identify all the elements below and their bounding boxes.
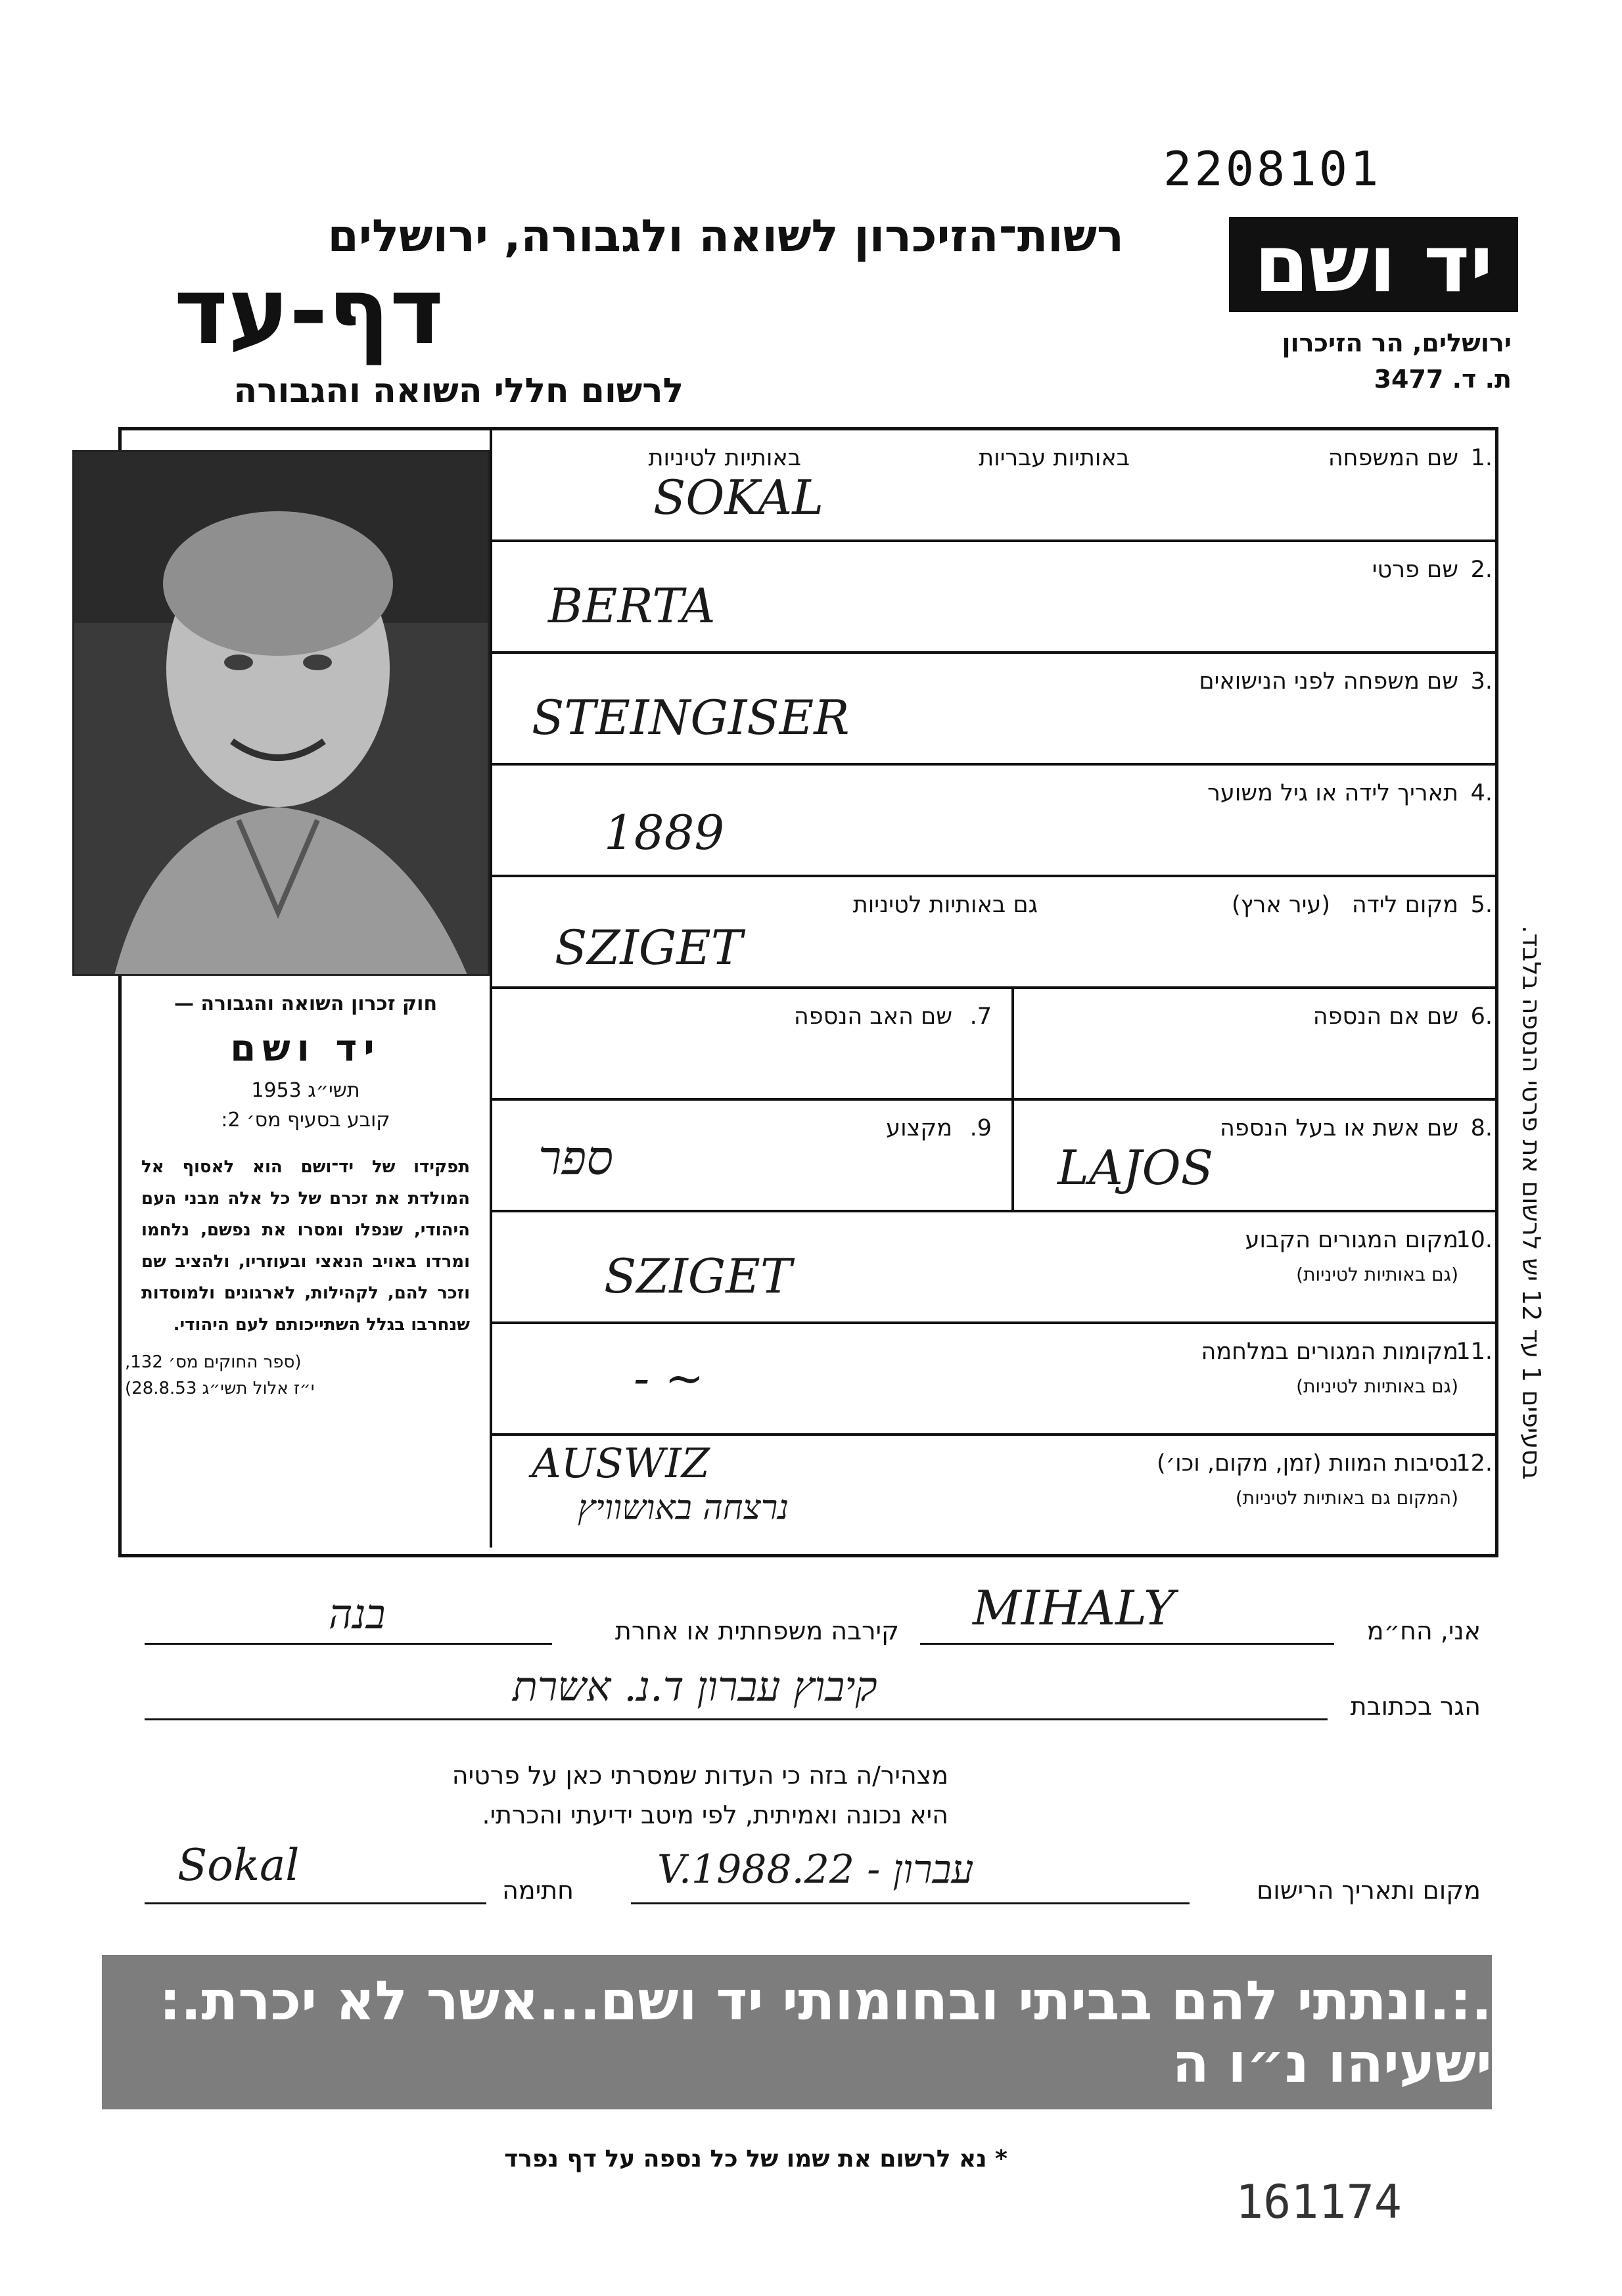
- authority-name: רשות־הזיכרון לשואה ולגבורה, ירושלים: [327, 210, 1124, 262]
- field-note: (המקום גם באותיות לטיניות): [1235, 1487, 1458, 1509]
- document-number: 2208101: [1163, 141, 1381, 196]
- address-value[interactable]: קיבוץ עברון ד.נ. אשרת: [513, 1663, 877, 1711]
- declarant-name-value[interactable]: MIHALY: [973, 1580, 1175, 1636]
- field-label: מקום המגורים הקבוע: [1245, 1227, 1458, 1253]
- field-number: 2.: [1470, 557, 1493, 583]
- address-line: [145, 1718, 1328, 1720]
- first-name-value[interactable]: BERTA: [548, 578, 716, 633]
- field-label: שם משפחה לפני הנישואים: [1199, 668, 1458, 695]
- signature-label: חתימה: [502, 1876, 574, 1905]
- declarant-label: אני, הח״מ: [1366, 1617, 1481, 1645]
- address-label: הגר בכתובת: [1350, 1692, 1481, 1721]
- victim-photo: [72, 450, 490, 976]
- field-maiden-name: [492, 654, 1498, 766]
- field-sublabel-hebrew: באותיות עבריות: [979, 445, 1130, 471]
- field-number: 3.: [1470, 668, 1493, 695]
- field-number: 9.: [969, 1115, 992, 1141]
- law-heading: חוק זכרון השואה והגבורה —: [174, 992, 438, 1015]
- family-name-value[interactable]: SOKAL: [653, 470, 824, 525]
- column-divider: [1011, 1101, 1014, 1210]
- field-note: (גם באותיות לטיניות): [1296, 1375, 1458, 1397]
- archive-number: 161174: [1236, 2175, 1402, 2229]
- logo-address-line-1: ירושלים, הר הזיכרון: [1282, 329, 1512, 357]
- logo-address-line-2: ת. ד. 3477: [1374, 365, 1512, 394]
- form-title: דף-עד: [174, 258, 444, 365]
- field-number: 10.: [1456, 1227, 1493, 1253]
- motto-banner: .:.ונתתי להם בביתי ובחומותי יד ושם...אשר לא יכרת.: ישעיהו נ״ו ה: [102, 1955, 1492, 2109]
- field-death-circumstances: [492, 1436, 1498, 1548]
- death-circumstances-value[interactable]: נרצחה באושוויץ: [578, 1488, 789, 1528]
- maiden-name-value[interactable]: STEINGISER: [532, 690, 850, 745]
- signature-line: [145, 1902, 486, 1904]
- permanent-residence-value[interactable]: SZIGET: [604, 1249, 792, 1304]
- yad-vashem-logo: יד ושם: [1229, 217, 1518, 312]
- field-number: 5.: [1470, 892, 1493, 918]
- field-label: שם פרטי: [1372, 557, 1458, 583]
- field-sublabel-place: (עיר ארץ): [1232, 892, 1330, 918]
- birth-date-value[interactable]: 1889: [604, 805, 725, 860]
- law-body: תפקידו של יד־ושם הוא לאסוף אל המולדת את זכרם של כל אלה מבני העם היהודי, שנפלו ומסרו את נפשם, נלחמו ומרדו באויב הנאצי ובעוזריו, ולהציב שם וזכר להם, לקהילות, לארגונים ולמוסדות שנחרבו בגלל השתייכותם לעם היהודי.: [141, 1157, 470, 1335]
- field-parents: [492, 989, 1498, 1101]
- statement-line-1: מצהיר/ה בזה כי העדות שמסרתי כאן על פרטיה: [452, 1761, 948, 1790]
- field-number: 12.: [1456, 1450, 1493, 1477]
- place-date-label: מקום ותאריך הרישום: [1257, 1876, 1481, 1905]
- field-label: שם המשפחה: [1328, 445, 1458, 471]
- field-number: 1.: [1470, 445, 1493, 471]
- field-spouse-profession: [492, 1101, 1498, 1212]
- footer-note: * נא לרשום את שמו של כל נספה על דף נפרד: [504, 2146, 1008, 2172]
- field-label-profession: מקצוע: [886, 1115, 952, 1141]
- field-number: 8.: [1470, 1115, 1493, 1141]
- field-label-father: שם האב הנספה: [793, 1003, 952, 1030]
- field-label: מקום לידה: [1351, 892, 1458, 918]
- field-number: 11.: [1456, 1339, 1493, 1365]
- birth-place-value[interactable]: SZIGET: [555, 920, 743, 975]
- law-year: תשי״ג 1953: [251, 1079, 360, 1102]
- wartime-residence-value[interactable]: - ~: [634, 1350, 705, 1406]
- field-label-mother: שם אם הנספה: [1312, 1003, 1458, 1030]
- field-permanent-residence: [492, 1212, 1498, 1324]
- column-divider: [1011, 989, 1014, 1098]
- field-sublabel-latin: גם באותיות לטיניות: [852, 892, 1038, 918]
- declarant-line: [920, 1643, 1334, 1645]
- field-label: תאריך לידה או גיל משוער: [1207, 780, 1458, 806]
- relation-value[interactable]: בנה: [329, 1590, 386, 1638]
- field-number: 6.: [1470, 1003, 1493, 1030]
- field-birth-place: [492, 877, 1498, 989]
- field-label-spouse: שם אשת או בעל הנספה: [1219, 1115, 1458, 1141]
- field-number: 7.: [969, 1003, 992, 1030]
- spouse-name-value[interactable]: LAJOS: [1057, 1140, 1214, 1195]
- law-clause: קובע בסעיף מס׳ 2:: [221, 1109, 390, 1132]
- relation-label: קירבה משפחתית או אחרת: [614, 1617, 899, 1645]
- form-subtitle: לרשום חללי השואה והגבורה: [233, 371, 684, 411]
- field-first-name: [492, 542, 1498, 654]
- profession-value[interactable]: ספר: [538, 1130, 614, 1185]
- form-fields: [490, 430, 1498, 1548]
- law-reference-1: (ספר החוקים מס׳ 132,: [125, 1352, 302, 1372]
- field-birth-date: [492, 766, 1498, 877]
- law-yad-vashem: יד ושם: [230, 1027, 381, 1070]
- field-label: מקומות המגורים במלחמה: [1201, 1339, 1458, 1365]
- signature-value[interactable]: Sokal: [177, 1840, 300, 1891]
- law-text-box: [125, 986, 486, 1544]
- field-note: (גם באותיות לטיניות): [1296, 1264, 1458, 1285]
- field-family-name: [492, 430, 1498, 542]
- place-date-value[interactable]: עברון - 22.V.1988: [657, 1847, 974, 1893]
- death-place-value[interactable]: AUSWIZ: [532, 1439, 710, 1487]
- field-sublabel-latin: באותיות לטיניות: [648, 445, 801, 471]
- side-instruction-text: בסעיפים 1 עד 12 יש לרשום את פרטי הנספה בלבד.: [1517, 925, 1546, 1480]
- law-reference-2: י״ז אלול תשי״ג 28.8.53): [125, 1379, 315, 1398]
- side-instruction: [1512, 841, 1551, 1564]
- statement-line-2: היא נכונה ואמיתית, לפי מיטב ידיעתי והכרתי.: [482, 1801, 948, 1829]
- relation-line: [145, 1643, 552, 1645]
- field-label: נסיבות המוות (זמן, מקום, וכו׳): [1156, 1450, 1458, 1477]
- field-wartime-residence: [492, 1324, 1498, 1436]
- place-date-line: [631, 1902, 1190, 1904]
- field-number: 4.: [1470, 780, 1493, 806]
